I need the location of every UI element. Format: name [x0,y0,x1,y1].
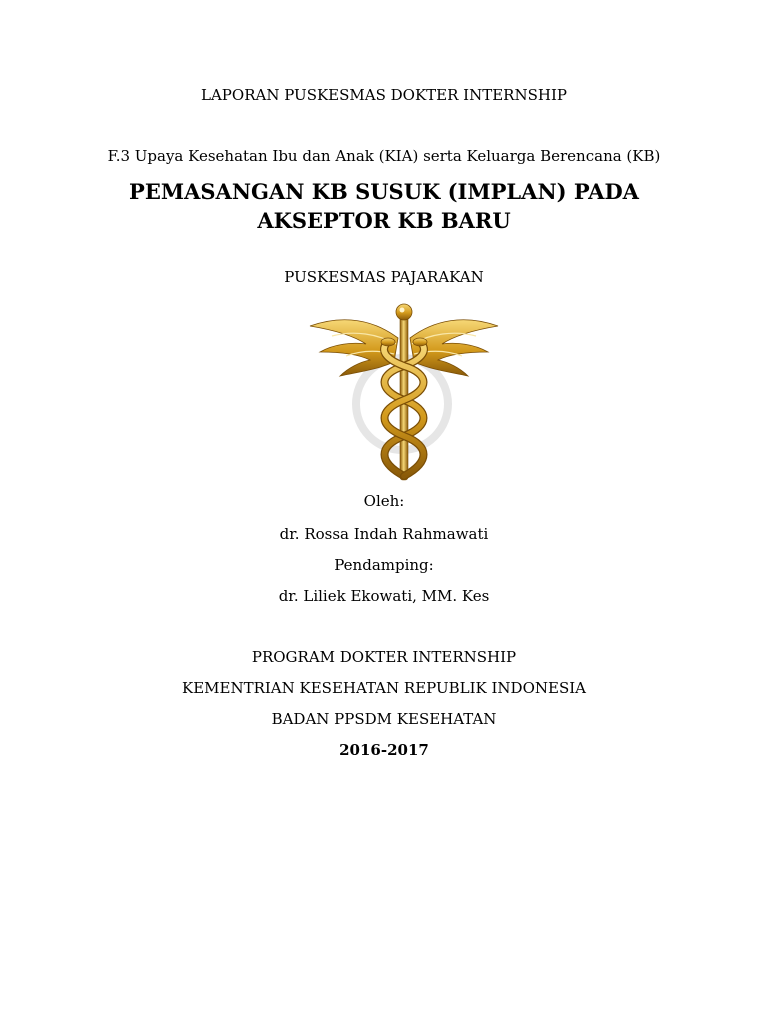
staff-knob [396,304,412,320]
report-label: LAPORAN PUSKESMAS DOKTER INTERNSHIP [201,86,567,104]
program-name: PROGRAM DOKTER INTERNSHIP [251,648,517,666]
author-label: Oleh: [363,492,405,510]
subject-line: F.3 Upaya Kesehatan Ibu dan Anak (KIA) serta Keluarga Berencana (KB) [107,147,661,165]
title-line-2: AKSEPTOR KB BARU [257,208,511,233]
clinic-name: PUSKESMAS PAJARAKAN [284,268,484,286]
mentor-label: Pendamping: [334,556,434,574]
document-title [0,177,768,235]
title-line-1: PEMASANGAN KB SUSUK (IMPLAN) PADA [129,179,639,204]
right-serpent-head [413,338,427,346]
period-label: 2016-2017 [339,741,429,759]
author-name: dr. Rossa Indah Rahmawati [279,525,489,543]
ministry-name: KEMENTRIAN KESEHATAN REPUBLIK INDONESIA [181,679,586,697]
caduceus-icon [304,300,504,484]
mentor-name: dr. Liliek Ekowati, MM. Kes [278,587,490,605]
agency-name: BADAN PPSDM KESEHATAN [271,710,497,728]
left-serpent-head [381,338,395,346]
